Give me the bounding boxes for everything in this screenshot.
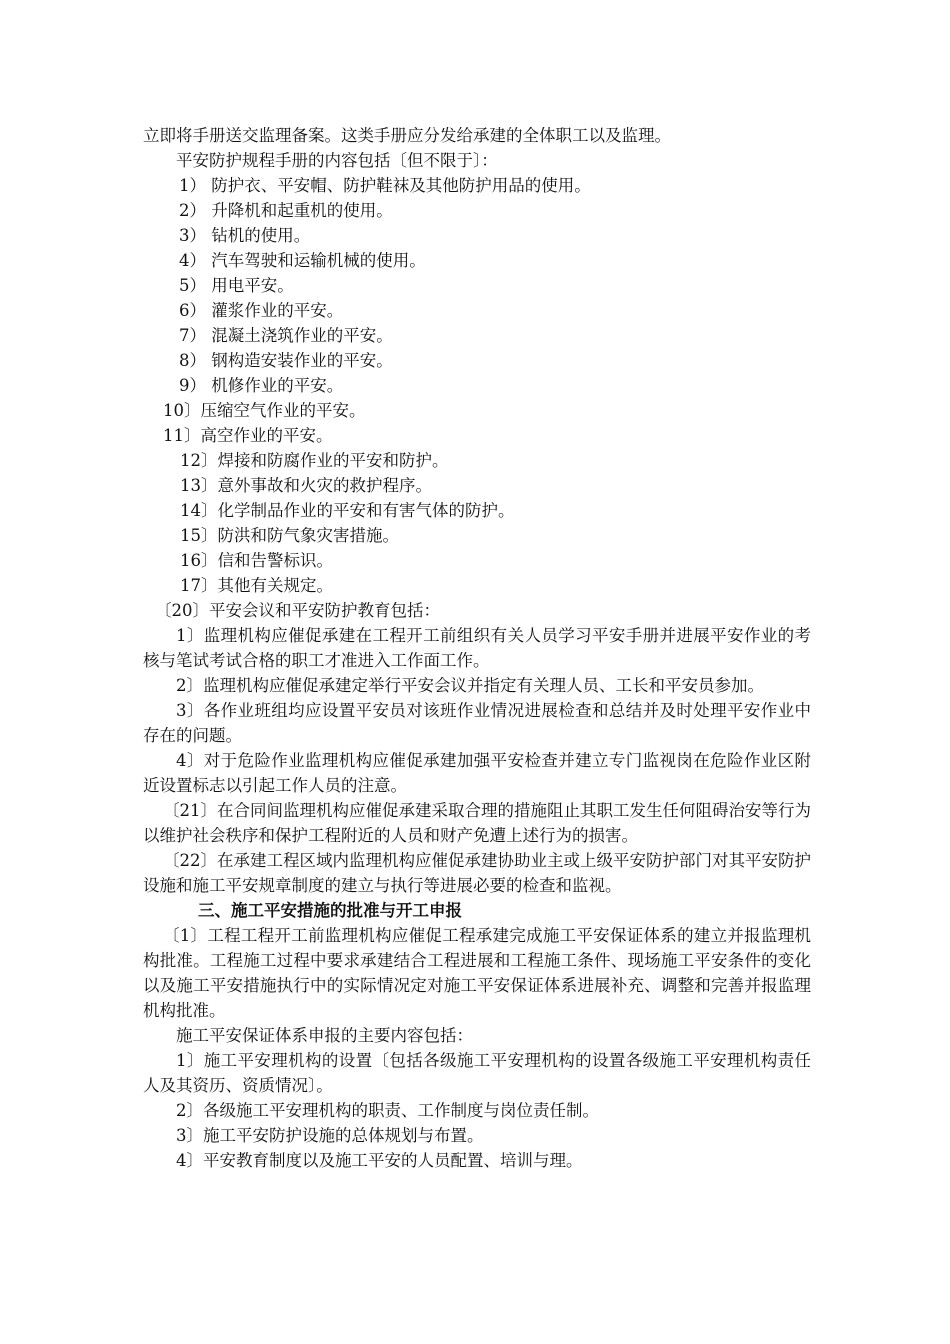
list-item: 16〕信和告警标识。	[180, 551, 333, 570]
list-item: 3〕施工平安防护设施的总体规划与布置。	[176, 1126, 484, 1145]
text-line: 立即将手册送交监理备案。这类手册应分发给承建的全体职工以及监理。	[143, 126, 671, 145]
list-item: 3） 钻机的使用。	[179, 226, 311, 245]
list-item: 8） 钢构造安装作业的平安。	[179, 351, 393, 370]
list-item: 12〕焊接和防腐作业的平安和防护。	[180, 451, 449, 470]
list-item: 5） 用电平安。	[179, 276, 294, 295]
paragraph: 〔22〕在承建工程区域内监理机构应催促承建协助业主或上级平安防护部门对其平安防护设施和施工平安规章制度的建立与执行等进展必要的检查和监视。	[143, 851, 811, 895]
paragraph: 〔21〕在合同间监理机构应催促承建采取合理的措施阻止其职工发生任何阻碍治安等行为以维护社会秩序和保护工程附近的人员和财产免遭上述行为的损害。	[143, 801, 811, 845]
paragraph: 3〕各作业班组均应设置平安员对该班作业情况进展检查和总结并及时处理平安作业中存在的问题。	[143, 701, 811, 745]
list-item: 11〕高空作业的平安。	[163, 426, 333, 445]
paragraph: 1〕监理机构应催促承建在工程开工前组织有关人员学习平安手册并进展平安作业的考核与笔试考试合格的职工才准进入工作面工作。	[143, 626, 811, 670]
list-item: 17〕其他有关规定。	[180, 576, 333, 595]
list-item: 7） 混凝土浇筑作业的平安。	[179, 326, 393, 345]
list-item: 10〕压缩空气作业的平安。	[163, 401, 366, 420]
list-item: 4） 汽车驾驶和运输机械的使用。	[179, 251, 426, 270]
list-item: 14〕化学制品作业的平安和有害气体的防护。	[180, 501, 515, 520]
list-item: 2） 升降机和起重机的使用。	[179, 201, 393, 220]
text-line: 平安防护规程手册的内容包括〔但不限于〕：	[176, 151, 498, 170]
document-body	[143, 123, 811, 1173]
text-line: 施工平安保证体系申报的主要内容包括：	[176, 1026, 473, 1045]
list-item: 15〕防洪和防气象灾害措施。	[180, 526, 399, 545]
list-item: 1） 防护衣、平安帽、防护鞋袜及其他防护用品的使用。	[179, 176, 591, 195]
paragraph: 〔1〕工程工程开工前监理机构应催促工程承建完成施工平安保证体系的建立并报监理机构批准。工程施工过程中要求承建结合工程进展和工程施工条件、现场施工平安条件的变化以及施工平安措施执行中的实际情况定对施工平安保证体系进展补充、调整和完善并报监理机构批准。	[143, 926, 811, 1020]
section-heading: 三、施工平安措施的批准与开工申报	[198, 901, 462, 920]
list-item: 9） 机修作业的平安。	[179, 376, 344, 395]
list-item: 13〕意外事故和火灾的救护程序。	[180, 476, 432, 495]
section-item: 〔20〕平安会议和平安防护教育包括：	[155, 601, 440, 620]
paragraph: 1〕施工平安理机构的设置〔包括各级施工平安理机构的设置各级施工平安理机构责任人及其资历、资质情况〕。	[143, 1051, 811, 1095]
paragraph: 2〕监理机构应催促承建定举行平安会议并指定有关理人员、工长和平安员参加。	[176, 676, 764, 695]
list-item: 2〕各级施工平安理机构的职责、工作制度与岗位责任制。	[176, 1101, 599, 1120]
paragraph: 4〕对于危险作业监理机构应催促承建加强平安检查并建立专门监视岗在危险作业区附近设置标志以引起工作人员的注意。	[143, 751, 811, 795]
list-item: 4〕平安教育制度以及施工平安的人员配置、培训与理。	[176, 1151, 583, 1170]
list-item: 6） 灌浆作业的平安。	[179, 301, 344, 320]
